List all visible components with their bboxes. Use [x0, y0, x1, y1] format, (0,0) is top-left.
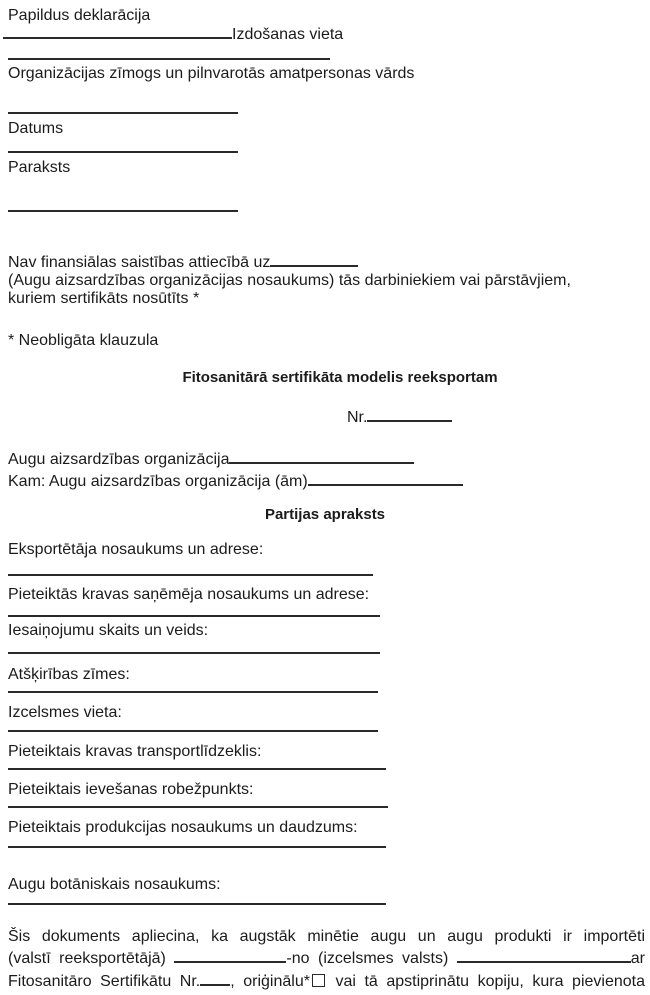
write-line: [8, 112, 238, 114]
field-write-line: [8, 768, 386, 770]
field-write-line: [8, 846, 386, 848]
nr-row: [347, 407, 452, 427]
optional-clause-note: * Neobligāta klauzula: [8, 332, 159, 349]
field-label-produce-quantity: Pieteiktais produkcijas nosaukums un daudzums:: [8, 819, 358, 836]
papildus-deklaracija-label: Papildus deklarācija: [8, 7, 151, 24]
kam-row: [8, 471, 463, 491]
write-line: [200, 972, 230, 986]
org-row: [8, 449, 414, 469]
field-write-line: [8, 652, 380, 654]
write-line: [308, 471, 463, 486]
declaration-line2-prefix: (valstī reeksportētājā): [8, 950, 166, 968]
declaration-paragraph: [8, 926, 645, 993]
declaration-line1: Šis dokuments apliecina, ka augstāk minētie augu un augu produkti ir importēti: [8, 928, 645, 945]
field-write-line: [8, 615, 380, 617]
write-line: [174, 949, 286, 963]
field-write-line: [8, 730, 378, 732]
field-label-exporter: Eksportētāja nosaukums un adrese:: [8, 541, 264, 558]
write-line: [457, 949, 631, 963]
finance-note-line1-text: Nav finansiālas saistības attiecībā uz: [8, 254, 271, 271]
paraksts-label: Paraksts: [8, 159, 71, 176]
org-label: Augu aizsardzības organizācija: [8, 451, 230, 468]
nr-label: Nr.: [347, 409, 368, 426]
finance-note-line2: (Augu aizsardzības organizācijas nosaukums) tās darbiniekiem vai pārstāvjiem,: [8, 272, 571, 289]
field-write-line: [8, 806, 388, 808]
declaration-line3-prefix: Fitosanitāro Sertifikātu Nr.: [8, 972, 201, 990]
field-label-consignee: Pieteiktās kravas saņēmēja nosaukums un adrese:: [8, 586, 370, 603]
write-line: [270, 252, 358, 267]
declaration-line3-middle: , oriģinālu*: [230, 972, 310, 990]
finance-note-line1: [8, 252, 358, 272]
field-label-origin: Izcelsmes vieta:: [8, 704, 122, 721]
field-write-line: [8, 903, 386, 905]
izdosanas-vieta-label: Izdošanas vieta: [232, 26, 344, 43]
signature-line: [8, 210, 238, 212]
field-label-packages: Iesaiņojumu skaits un veids:: [8, 622, 209, 639]
write-line: [8, 151, 238, 153]
organizacijas-zimogs-label: Organizācijas zīmogs un pilnvarotās amatpersonas vārds: [8, 65, 415, 82]
declaration-line2-suffix: ar: [630, 950, 646, 968]
field-label-distinguishing-marks: Atšķirības zīmes:: [8, 666, 130, 683]
finance-note-line3: kuriem sertifikāts nosūtīts *: [8, 290, 200, 307]
field-label-entry-point: Pieteiktais ievešanas robežpunkts:: [8, 781, 254, 798]
field-write-line: [8, 574, 373, 576]
field-label-botanical-name: Augu botāniskais nosaukums:: [8, 876, 221, 893]
consignment-heading: Partijas apraksts: [264, 506, 386, 523]
write-line: [3, 24, 232, 39]
declaration-line3-suffix: vai tā apstiprinātu kopiju, kura pievienota: [335, 972, 646, 990]
declaration-line3: [8, 971, 645, 993]
field-write-line: [8, 691, 378, 693]
checkbox-icon: [312, 974, 325, 987]
write-line: [229, 449, 414, 464]
kam-label: Kam: Augu aizsardzības organizācija (ām): [8, 473, 308, 490]
field-label-transport: Pieteiktais kravas transportlīdzeklis:: [8, 743, 262, 760]
izdosanas-vieta-row: [3, 24, 343, 44]
write-line: [8, 58, 330, 60]
datums-label: Datums: [8, 120, 64, 137]
nr-write-line: [367, 407, 452, 422]
declaration-line2-middle: -no (izcelsmes valsts): [286, 950, 449, 968]
certificate-title: Fitosanitārā sertifikāta modelis reeksportam: [182, 369, 498, 386]
declaration-line2: [8, 948, 645, 970]
